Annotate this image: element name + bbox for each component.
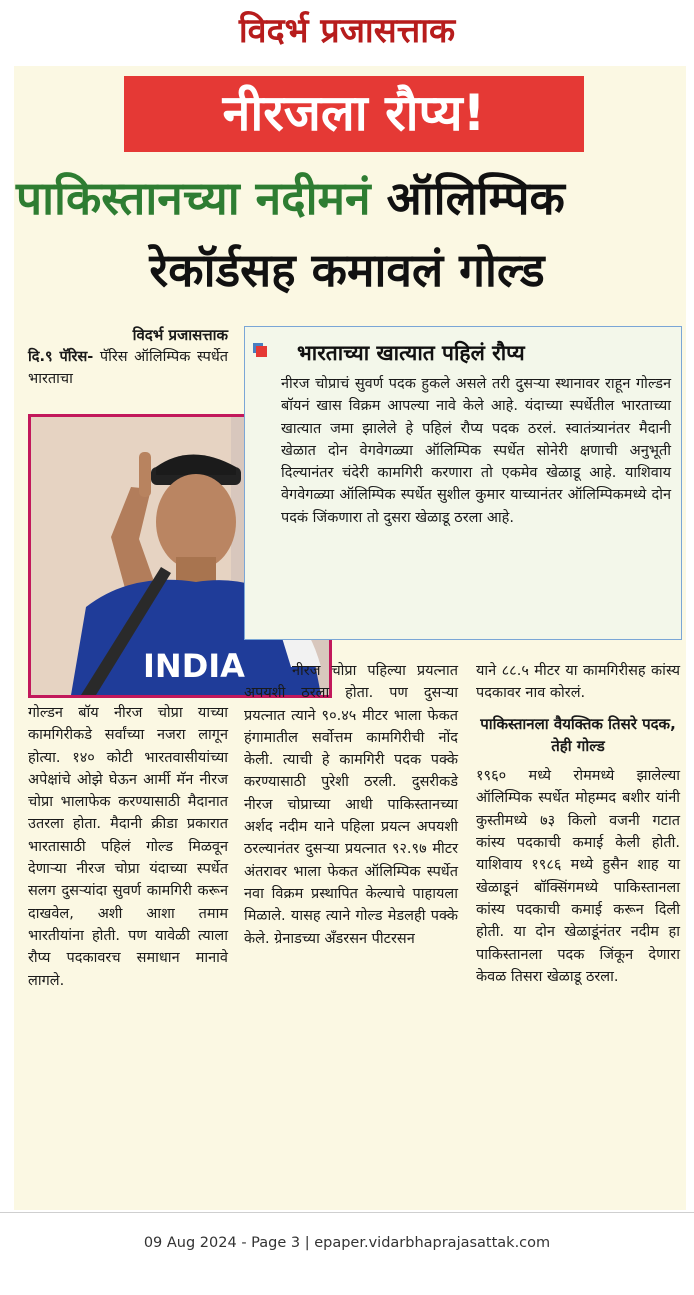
- square-bullet-icon: [253, 343, 267, 357]
- column-3-paragraph-2: १९६० मध्ये रोममध्ये झालेल्या ऑलिम्पिक स्पर्धेत मोहम्मद बशीर यांनी कुस्तीमध्ये ७३ किलो वजनी गटात कांस्य पदकाची कमाई केली होती. याशिवाय १९८६ मध्ये हुसैन शाह या खेळाडूनं बॉक्सिंगमध्ये पाकिस्तानला कांस्य पदकाची कमाई करून दिली होती. या दोन खेळाडूंनंतर नदीम हा पाकिस्तानला पदक जिंकून देणारा केवळ तिसरा खेळाडू ठरला.: [476, 768, 680, 985]
- subheadline-part-1: पाकिस्तानच्या नदीमनं: [16, 171, 371, 225]
- headline: नीरजला रौप्य!: [124, 76, 584, 152]
- intro-paragraph: [28, 346, 228, 391]
- byline: विदर्भ प्रजासत्ताक: [132, 326, 228, 344]
- sidebar-box: [244, 326, 682, 640]
- subheadline-part-2: ऑलिम्पिक: [386, 171, 565, 225]
- dateline: दि.९ पॅरिस-: [28, 349, 94, 365]
- jersey-text: INDIA: [143, 647, 245, 685]
- subheadline-line-2: रेकॉर्डसह कमावलं गोल्ड: [149, 243, 545, 297]
- column-1-text: गोल्डन बॉय नीरज चोप्रा याच्या कामगिरीकडे सर्वांच्या नजरा लागून होत्या. १४० कोटी भारतवासीयांच्या अपेक्षांचे ओझे घेऊन आर्मी मॅन नीरज चोप्रा भालाफेक करण्यासाठी मैदानात उतरला होता. मैदानी क्रीडा प्रकारात भारतासाठी पहिलं गोल्ड मिळवून देणाऱ्या नीरज चोप्रा यंदाच्या स्पर्धेत सलग दुसऱ्यांदा सुवर्ण कामगिरी करून दाखवेल, अशी आशा तमाम भारतीयांना होती. पण यावेळी त्याला रौप्य पदकावरच समाधान मानावे लागले.: [28, 705, 228, 989]
- column-2: [244, 660, 458, 950]
- column-2-text: नीरज चोप्रा पहिल्या प्रयत्नात अपयशी ठरला होता. पण दुसऱ्या प्रयत्नात त्याने ९०.४५ मीटर भाला फेकत हंगामातील सर्वोत्तम कामगिरीची नोंद केली. त्याची हे कामगिरी पदक पक्के करण्यासाठी पुरेशी ठरली. दुसरीकडे नीरज चोप्राच्या आधी पाकिस्तानच्या अर्शद नदीम याने पहिला प्रयत्न अपयशी ठरल्यानंतर दुसऱ्या प्रयत्नात ९२.९७ मीटर अंतरावर भाला फेकत ऑलिम्पिक स्पर्धेत नवा विक्रम प्रस्थापित केल्याचे पाहायला मिळाले. यासह त्याने गोल्ड मेडलही पक्के केले. ग्रेनाडच्या अँडरसन पीटरसन: [244, 663, 458, 947]
- column-3-subheading: पाकिस्तानला वैयक्तिक तिसरे पदक, तेही गोल्ड: [480, 714, 676, 755]
- footer-divider: [0, 1212, 694, 1213]
- intro-text: पॅरिस ऑलिम्पिक स्पर्धेत भारताचा: [28, 349, 229, 388]
- column-3: [476, 660, 680, 988]
- column-3-paragraph-1: याने ८८.५ मीटर या कामगिरीसह कांस्य पदकावर नाव कोरलं.: [476, 663, 680, 702]
- page-footer: 09 Aug 2024 - Page 3 | epaper.vidarbhaprajasattak.com: [143, 1235, 551, 1251]
- sidebar-box-text: नीरज चोप्राचं सुवर्ण पदक हुकले असले तरी दुसऱ्या स्थानावर राहून गोल्डन बॉयनं खास विक्रम आपल्या नावे केले आहे. यंदाच्या स्पर्धेतील भारताच्या खात्यात जमा झालेले हे पहिलं रौप्य पदक ठरलं. स्वातंत्र्यानंतर मैदानी खेळात दोन वेगवेगळ्या ऑलिम्पिक स्पर्धेत सोनेरी क्षणाची अनुभूती दिल्यानंतर चंदेरी कामगिरी करणारा तो एकमेव खेळाडू आहे. याशिवाय वेगवेगळ्या ऑलिम्पिक स्पर्धेत सुशील कुमार याच्यानंतर ऑलिम्पिकमध्ये दोन पदकं जिंकणारा तो दुसरा खेळाडू ठरला आहे.: [281, 376, 671, 526]
- sidebar-box-title: भारताच्या खात्यात पहिलं रौप्य: [297, 341, 525, 365]
- masthead: विदर्भ प्रजासत्ताक: [238, 11, 456, 51]
- subheadline-line-1: [16, 162, 684, 234]
